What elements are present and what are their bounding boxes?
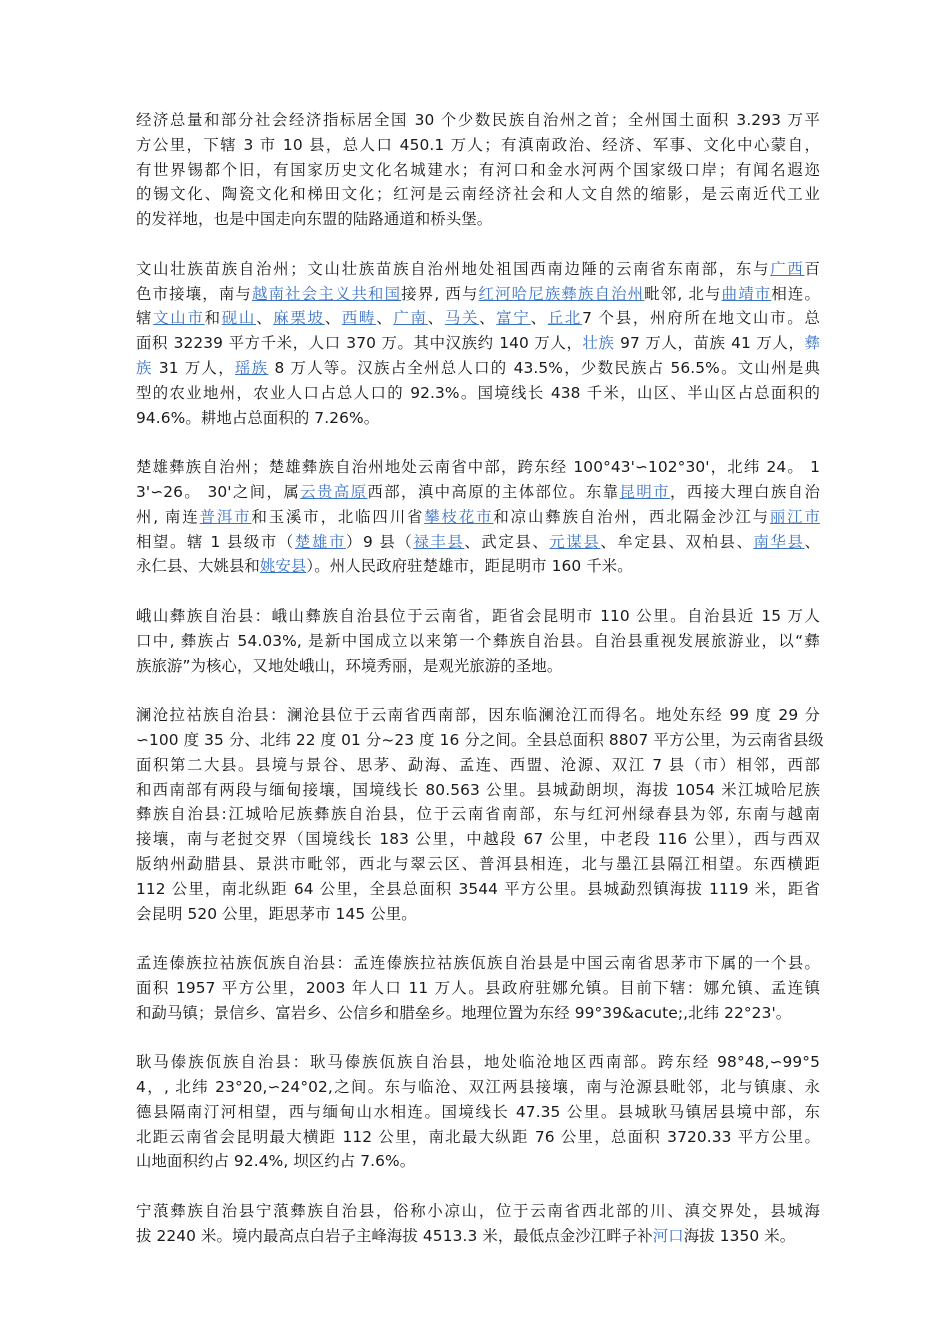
text-line [136,877,820,902]
text-line [136,629,820,654]
text-line [136,802,820,827]
text-segment: 、 [376,309,394,328]
text-segment: 接壤，南与老挝交界（国境线长 183 公里，中越段 67 公里，中老段 116 公里），西与西双 [136,830,820,849]
place-link[interactable]: 昆明市 [619,482,670,501]
text-segment: 的锡文化、陶瓷文化和梯田文化；红河是云南经济社会和人文自然的缩影，是云南近代工业 [136,185,820,204]
text-segment: 相连。 [771,284,820,303]
text-line [136,753,820,778]
place-link[interactable]: 西畴 [341,309,377,328]
text-line [136,1050,820,1075]
text-segment: 、牟定县、双柏县、 [600,532,754,551]
text-line [136,257,820,282]
place-link[interactable]: 姚安县 [259,557,307,576]
text-segment: 7 个县，州府所在地文山市。总 [582,309,820,328]
place-link[interactable]: 丽江市 [769,507,820,526]
text-line [136,182,820,207]
text-segment: 会昆明 520 公里，距思茅市 145 公里。 [136,904,417,923]
text-segment: 楚雄彝族自治州；楚雄彝族自治州地处云南省中部，跨东经 100°43'∽102°30'，北纬 24。 1 [136,458,820,477]
place-link[interactable]: 富宁 [496,309,531,328]
text-segment: 百 [804,259,821,278]
text-segment: 、 [530,309,548,328]
text-segment: 孟连傣族拉祜族佤族自治县：孟连傣族拉祜族佤族自治县是中国云南省思茅市下属的一个县。 [136,954,820,973]
text-segment: 文山壮族苗族自治州；文山壮族苗族自治州地处祖国西南边陲的云南省东南部，东与 [136,259,771,278]
text-segment: 永仁县、大姚县和 [136,557,260,576]
text-segment: 海拔 1350 米。 [683,1226,796,1245]
text-segment: 型的农业地州，农业人口占总人口的 92.3%。国境线长 438 千米，山区、半山区占总面积的 [136,383,820,402]
place-link[interactable]: 元谋县 [549,532,601,551]
text-segment: 版纳州勐腊县、景洪市毗邻，西北与翠云区、普洱县相连，北与墨江县隔江相望。东西横距 [136,854,820,873]
place-link[interactable]: 丘北 [547,309,583,328]
place-link[interactable]: 攀枝花市 [424,507,494,526]
text-line [136,827,820,852]
place-link[interactable]: 禄丰县 [413,532,465,551]
text-line [136,1149,820,1174]
text-line [136,778,820,803]
text-line [136,976,820,1001]
paragraph-ninglang [136,1199,820,1249]
text-line [136,331,820,356]
text-segment: 97 万人，苗族 41 万人， [614,334,805,353]
text-segment: ∽100 度 35 分、北纬 22 度 01 分~23 度 16 分之间。全县总面积 8807 平方公里，为云南省县级 [136,730,824,749]
text-line [136,902,820,927]
text-line [136,133,820,158]
text-segment: 德县隔南汀河相望，西与缅甸山水相连。国境线长 47.35 公里。县城耿马镇居县境中部，东 [136,1102,820,1121]
text-segment: 的发祥地，也是中国走向东盟的陆路通道和桥头堡。 [136,210,493,229]
text-segment: 澜沧拉祜族自治县：澜沧县位于云南省西南部，因东临澜沧江而得名。地处东经 99 度 29 分 [136,706,820,725]
place-link[interactable]: 砚山 [221,309,257,328]
text-line [136,455,820,480]
place-link[interactable]: 南华县 [753,532,805,551]
highlighted-term: 族 [136,358,153,377]
text-line [136,282,820,307]
place-link[interactable]: 广西 [770,259,805,278]
text-line [136,158,820,183]
text-line [136,505,820,530]
place-link[interactable]: 越南社会主义共和国 [252,284,402,303]
text-segment: 接界, 西与 [401,284,479,303]
text-segment: 耿马傣族佤族自治县：耿马傣族佤族自治县，地处临沧地区西南部。跨东经 98°48,∽99°5 [136,1053,820,1072]
document-body [136,108,824,1273]
text-segment: 、 [804,532,820,551]
paragraph-lancang [136,703,824,926]
place-link[interactable]: 楚雄市 [294,532,346,551]
text-line [136,530,820,555]
text-segment: ）9 县（ [345,532,414,551]
text-segment: 、 [479,309,497,328]
place-link[interactable]: 文山市 [153,309,205,328]
text-segment: 面积 32239 平方千米，人口 370 万。其中汉族约 140 万人， [136,334,583,353]
paragraph-eshan [136,604,820,678]
text-line [136,1125,820,1150]
text-segment: 相望。辖 1 县级市（ [136,532,295,551]
text-line [136,728,824,753]
text-segment: 和玉溪市，北临四川省 [251,507,425,526]
text-segment: 112 公里，南北纵距 64 公里，全县总面积 3544 平方公里。县城勐烈镇海拔 1119 米，距省 [136,879,820,898]
text-segment: 和凉山彝族自治州，西北隔金沙江与 [493,507,770,526]
text-segment: 面积第二大县。县境与景谷、思茅、勐海、孟连、西盟、沧源、双江 7 县（市）相邻，西部 [136,755,820,774]
place-link[interactable]: 麻栗坡 [273,309,325,328]
text-segment: 3'∽26。 30'之间，属 [136,482,301,501]
text-segment: 4，, 北纬 23°20,∽24°02,之间。东与临沧、双江两县接壤，南与沧源县毗邻，北与镇康、永 [136,1078,820,1097]
text-segment: 和 [204,309,222,328]
text-segment: 族旅游”为核心，又地处峨山，环境秀丽，是观光旅游的圣地。 [136,656,563,675]
place-link[interactable]: 马关 [444,309,480,328]
text-line [136,480,820,505]
text-segment: 经济总量和部分社会经济指标居全国 30 个少数民族自治州之首；全州国土面积 3.293 万平 [136,111,820,129]
text-segment: 面积 1957 平方公里，2003 年人口 11 万人。县政府驻娜允镇。目前下辖：娜允镇、孟连镇 [136,978,820,997]
text-segment: 、武定县、 [464,532,550,551]
place-link[interactable]: 红河哈尼族彝族自治州 [478,284,645,303]
text-line [136,604,820,629]
text-line [136,951,820,976]
text-segment: 北距云南省会昆明最大横距 112 公里，南北最大纵距 76 公里，总面积 3720.33 平方公里。 [136,1127,820,1146]
text-line [136,381,820,406]
text-segment: 和勐马镇；景信乡、富岩乡、公信乡和腊垒乡。地理位置为东经 99°39&acute;,北纬 22°23'。 [136,1003,792,1022]
text-segment: 拔 2240 米。境内最高点白岩子主峰海拔 4513.3 米，最低点金沙江畔子补 [136,1226,653,1245]
text-segment: 峨山彝族自治县：峨山彝族自治县位于云南省，距省会昆明市 110 公里。自治县近 15 万人 [136,606,820,625]
text-line [136,108,820,133]
text-segment: ，西接大理白族自治 [670,482,820,501]
paragraph-menglian [136,951,820,1025]
text-segment: 色市接壤，南与 [136,284,253,303]
text-segment: 口中, 彝族占 54.03%, 是新中国成立以来第一个彝族自治县。自治县重视发展旅游业，以“彝 [136,631,820,650]
paragraph-chuxiong [136,455,820,579]
text-segment: 西部，滇中高原的主体部位。东靠 [367,482,620,501]
highlighted-term: 彝 [804,334,821,353]
text-segment: 有世界锡都个旧，有国家历史文化名城建水；有河口和金水河两个国家级口岸；有闻名遐迩 [136,160,820,179]
text-segment: 州, 南连 [136,507,200,526]
text-segment: 辖 [136,309,154,328]
text-line [136,406,820,431]
text-line [136,1075,820,1100]
text-line [136,1001,820,1026]
text-segment: 山地面积约占 92.4%, 坝区约占 7.6%。 [136,1152,416,1171]
paragraph-honghe [136,108,820,232]
place-link[interactable]: 广南 [393,309,428,328]
text-line [136,654,820,679]
text-segment: 方公里，下辖 3 市 10 县，总人口 450.1 万人；有滇南政治、经济、军事、文化中心蒙自， [136,135,820,154]
text-segment: 宁蒗彝族自治县宁蒗彝族自治县，俗称小凉山，位于云南省西北部的川、滇交界处，县城海 [136,1202,820,1221]
text-line [136,554,820,579]
highlighted-term: 壮族 [582,334,615,353]
text-segment: 和西南部有两段与缅甸接壤，国境线长 80.563 公里。县城勐朗坝，海拔 1054 米江城哈尼族 [136,780,820,799]
place-link[interactable]: 云贵高原 [300,482,368,501]
text-line [136,207,820,232]
text-line [136,1199,820,1224]
text-segment: 毗邻, 北与 [644,284,722,303]
text-line [136,1224,820,1249]
text-segment: 、 [324,309,342,328]
text-segment: 、 [427,309,445,328]
text-line [136,356,820,381]
text-segment: 31 万人， [152,358,235,377]
text-segment: 8 万人等。汉族占全州总人口的 43.5%，少数民族占 56.5%。文山州是典 [268,358,820,377]
text-line [136,306,820,331]
place-link[interactable]: 普洱市 [199,507,252,526]
highlighted-term: 河口 [652,1226,684,1245]
place-link[interactable]: 瑶族 [234,358,269,377]
place-link[interactable]: 曲靖市 [721,284,772,303]
text-segment: ）。州人民政府驻楚雄市，距昆明市 160 千米。 [306,557,633,576]
paragraph-gengma [136,1050,820,1174]
paragraph-wenshan [136,257,820,431]
text-line [136,1100,820,1125]
text-segment: 彝族自治县:江城哈尼族彝族自治县，位于云南省南部，东与红河州绿春县为邻, 东南与越南 [136,805,820,824]
text-segment: 、 [256,309,274,328]
text-segment: 94.6%。耕地占总面积的 7.26%。 [136,408,380,427]
text-line [136,852,820,877]
text-line [136,703,820,728]
